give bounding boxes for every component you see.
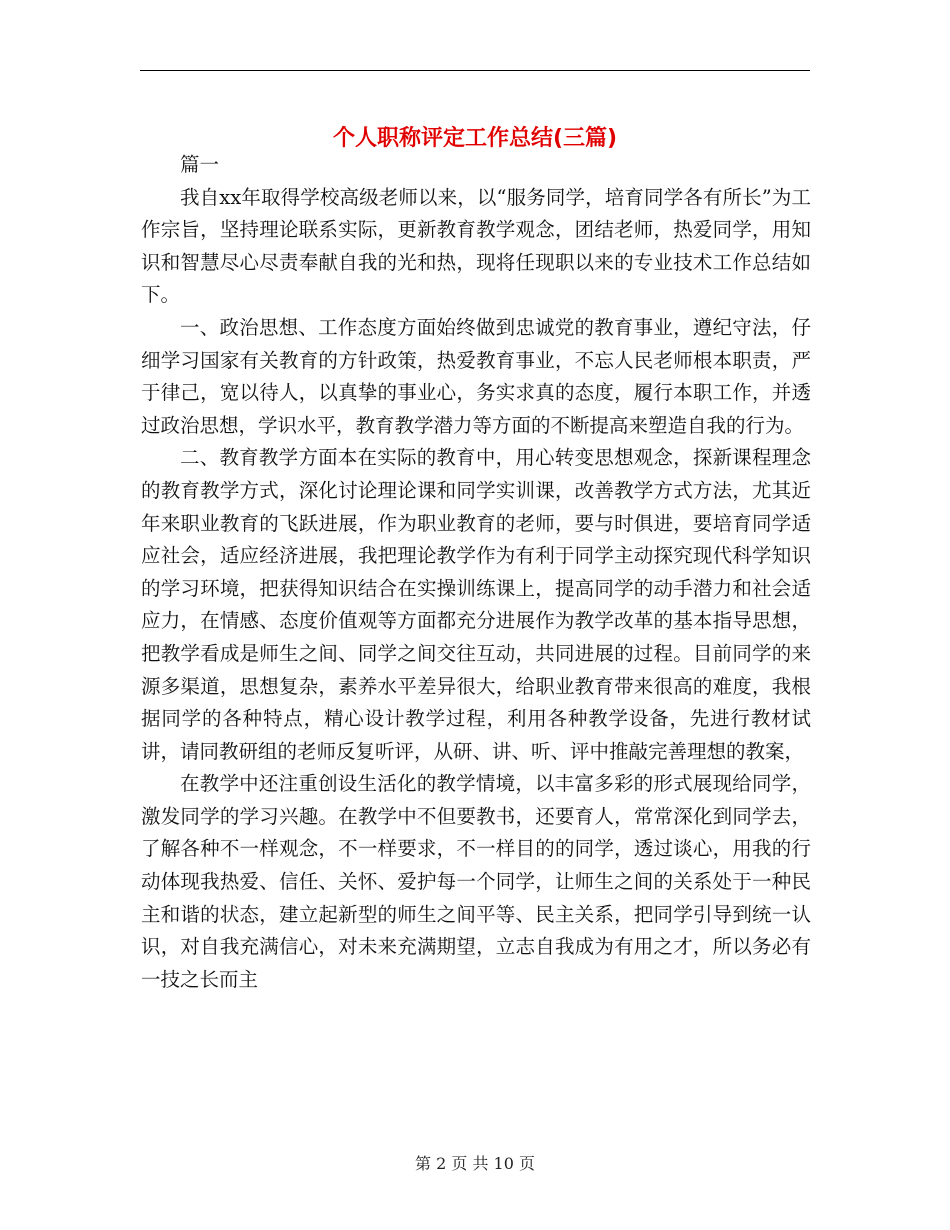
paragraph-teaching-context: 在教学中还注重创设生活化的教学情境，以丰富多彩的形式展现给同学，激发同学的学习兴趣。在教学中不但要教书，还要育人，常常深化到同学去，了解各种不一样观念，不一样要求，不一样目的的同学，透过谈心，用我的行动体现我热爱、信任、关怀、爱护每一个同学，让师生之间的关系处于一种民主和谐的状态，建立起新型的师生之间平等、民主关系，把同学引导到统一认识，对自我充满信心，对未来充满期望，立志自我成为有用之才，所以务必有一技之长而主: [141, 772, 811, 991]
header-rule: [140, 70, 810, 71]
section-heading: 篇一: [180, 153, 220, 176]
document-body: [141, 149, 811, 996]
page-number-footer: 第 2 页 共 10 页: [415, 1154, 535, 1173]
document-title: 个人职称评定工作总结(三篇): [332, 125, 618, 151]
paragraph-teaching: 二、教育教学方面本在实际的教育中，用心转变思想观念，探新课程理念的教育教学方式，深化讨论理论课和同学实训课，改善教学方式方法，尤其近年来职业教育的飞跃进展，作为职业教育的老师，要与时俱进，要培育同学适应社会，适应经济进展，我把理论教学作为有利于同学主动探究现代科学知识的学习环境，把获得知识结合在实操训练课上，提高同学的动手潜力和社会适应力，在情感、态度价值观等方面都充分进展作为教学改革的基本指导思想，把教学看成是师生之间、同学之间交往互动，共同进展的过程。目前同学的来源多渠道，思想复杂，素养水平差异很大，给职业教育带来很高的难度，我根据同学的各种特点，精心设计教学过程，利用各种教学设备，先进行教材试讲，请同教研组的老师反复听评，从研、讲、听、评中推敲完善理想的教案，: [141, 446, 811, 763]
paragraph-intro: 我自xx年取得学校高级老师以来，以“服务同学，培育同学各有所长”为工作宗旨，坚持理论联系实际，更新教育教学观念，团结老师，热爱同学，用知识和智慧尽心尽责奉献自我的光和热，现将任现职以来的专业技术工作总结如下。: [141, 185, 811, 307]
paragraph-political-attitude: 一、政治思想、工作态度方面始终做到忠诚党的教育事业，遵纪守法，仔细学习国家有关教育的方针政策，热爱教育事业，不忘人民老师根本职责，严于律己，宽以待人，以真挚的事业心，务实求真的态度，履行本职工作，并透过政治思想，学识水平，教育教学潜力等方面的不断提高来塑造自我的行为。: [141, 315, 811, 437]
